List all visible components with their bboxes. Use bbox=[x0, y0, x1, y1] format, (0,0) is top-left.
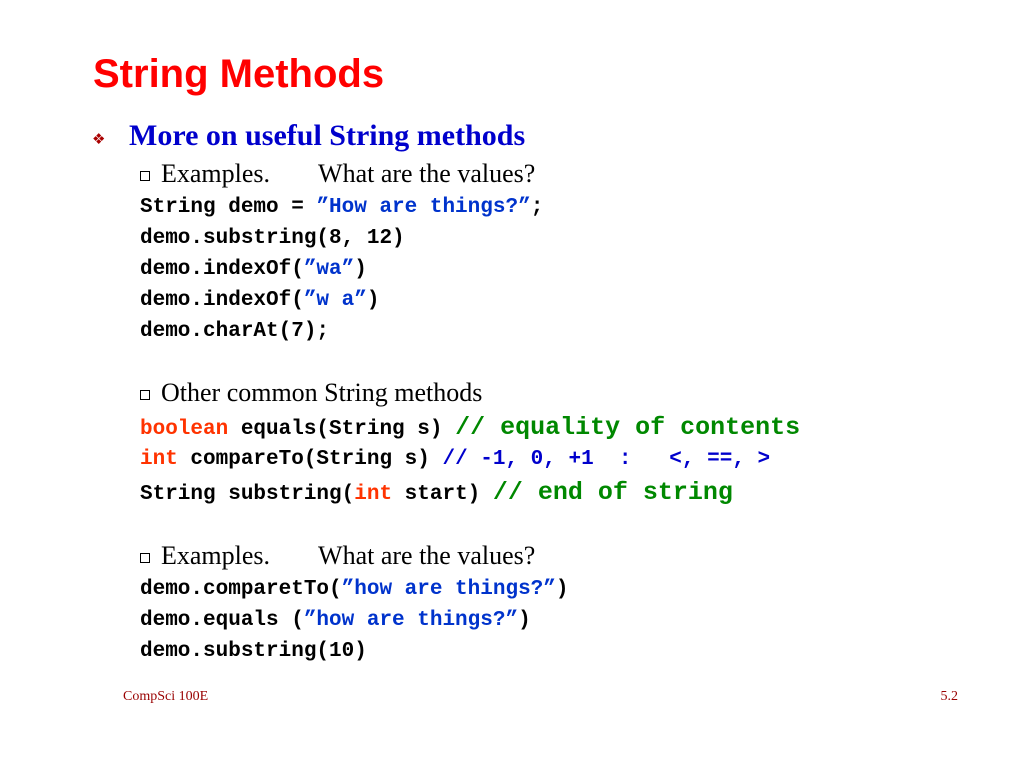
code-comment: // equality of contents bbox=[455, 413, 801, 442]
code-text: ) bbox=[366, 289, 380, 312]
string-literal: ”w a” bbox=[303, 289, 367, 312]
type-keyword: boolean bbox=[140, 418, 229, 441]
code-line-equals-signature bbox=[140, 412, 800, 445]
code-text: demo.comparetTo( bbox=[140, 578, 342, 601]
footer-page-number: 5.2 bbox=[940, 689, 958, 704]
string-literal: ”How are things?” bbox=[316, 196, 531, 219]
code-text: ) bbox=[354, 258, 367, 281]
string-literal: ”how are things?” bbox=[303, 609, 519, 632]
string-literal: ”wa” bbox=[303, 258, 355, 281]
code-text: demo.indexOf( bbox=[140, 258, 304, 281]
code-text: demo.equals ( bbox=[140, 609, 304, 632]
diamond-bullet-icon: ❖ bbox=[92, 130, 106, 148]
footer-course: CompSci 100E bbox=[123, 689, 209, 704]
examples-question-2: What are the values? bbox=[318, 541, 536, 570]
code-text: String demo = bbox=[140, 196, 317, 219]
code-line-substring: demo.substring(8, 12) bbox=[140, 227, 405, 250]
code-text: equals(String s) bbox=[228, 418, 456, 441]
examples-question-1: What are the values? bbox=[318, 159, 536, 188]
other-methods-heading bbox=[140, 376, 482, 410]
code-line-equals bbox=[140, 605, 531, 636]
square-bullet-icon bbox=[140, 553, 150, 563]
code-line-substring-10: demo.substring(10) bbox=[140, 640, 367, 663]
examples-label-2: Examples. bbox=[161, 541, 271, 570]
code-text: demo.indexOf( bbox=[140, 289, 304, 312]
code-line-compareto-signature bbox=[140, 444, 770, 475]
code-text: ) bbox=[555, 578, 569, 601]
code-line-comparetto bbox=[140, 574, 569, 605]
code-line-substring-signature bbox=[140, 477, 733, 510]
code-line-indexof-w-a bbox=[140, 285, 379, 316]
code-text: String substring( bbox=[140, 483, 355, 506]
code-line-demo-declaration bbox=[140, 192, 543, 223]
square-bullet-icon bbox=[140, 171, 150, 181]
code-line-indexof-wa bbox=[140, 254, 367, 285]
examples-heading-2 bbox=[140, 539, 535, 573]
code-text: start) bbox=[392, 483, 493, 506]
main-point: More on useful String methods bbox=[129, 119, 526, 152]
code-line-charat: demo.charAt(7); bbox=[140, 320, 330, 343]
type-keyword: int bbox=[140, 448, 178, 471]
square-bullet-icon bbox=[140, 390, 150, 400]
string-literal: ”how are things?” bbox=[341, 578, 556, 601]
code-text: compareTo(String s) bbox=[177, 448, 443, 471]
code-text: ; bbox=[530, 196, 544, 219]
code-text: ) bbox=[518, 609, 531, 632]
examples-heading-1 bbox=[140, 157, 535, 191]
other-methods-label: Other common String methods bbox=[161, 378, 483, 407]
code-comment: // end of string bbox=[492, 478, 733, 507]
examples-label-1: Examples. bbox=[161, 159, 271, 188]
code-comment: // -1, 0, +1 : <, ==, > bbox=[442, 448, 771, 471]
type-keyword: int bbox=[354, 483, 393, 506]
slide-title: String Methods bbox=[93, 52, 385, 96]
